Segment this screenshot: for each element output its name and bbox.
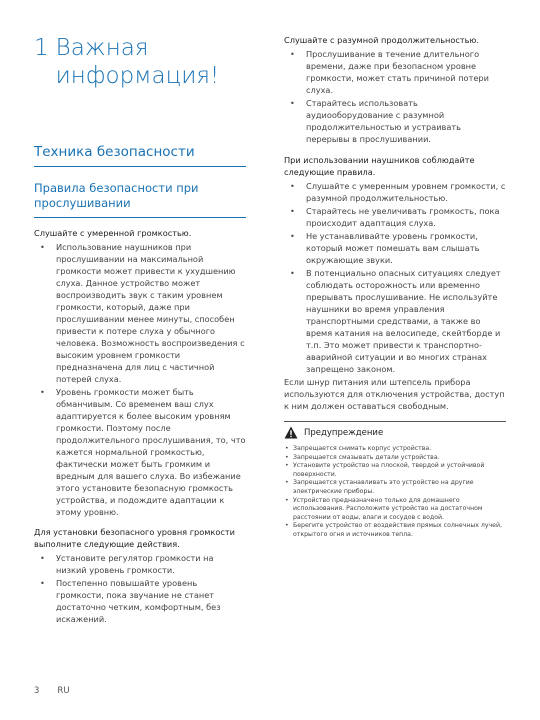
bullet-icon: • bbox=[290, 49, 295, 59]
warning-box bbox=[284, 421, 506, 540]
page-footer bbox=[34, 686, 70, 696]
right-list-2 bbox=[284, 180, 506, 375]
bullet-icon: • bbox=[40, 387, 45, 397]
page-number: 3 bbox=[34, 686, 40, 696]
list-item: • В потенциально опасных ситуациях следует соблюдать осторожность или временно прерывать прослушивание. Не используйте наушники во время управления транспортными средствами, а также во время катания на велосипеде, скейтборде и т.п. Это может привести к транспортно-аварийной ситуации и во многих странах запрещено законом. bbox=[290, 268, 501, 374]
right-list-1 bbox=[284, 48, 506, 145]
bullet-icon: • bbox=[40, 553, 45, 563]
list-item: • Слушайте с умеренным уровнем громкости, с разумной продолжительностью. bbox=[290, 181, 506, 203]
bullet-icon: • bbox=[290, 231, 295, 241]
list-item: • Запрещается устанавливать это устройство на другие электрические приборы. bbox=[285, 479, 474, 495]
chapter-number: 1 bbox=[34, 35, 49, 61]
bullet-icon: • bbox=[290, 98, 295, 108]
list-item: • Постепенно повышайте уровень громкости, пока звучание не станет достаточно четким, комфортным, без искажений. bbox=[40, 578, 221, 624]
left-lead-2: Для установки безопасного уровня громкости выполните следующие действия. bbox=[34, 527, 235, 549]
bullet-icon: • bbox=[40, 242, 45, 252]
list-item: • Не устанавливайте уровень громкости, который может помешать вам слышать окружающие звуки. bbox=[290, 231, 480, 265]
bullet-icon: • bbox=[285, 496, 289, 504]
chapter-title: Важная информация! bbox=[55, 35, 220, 89]
warning-list bbox=[284, 445, 506, 540]
right-lead-2: При использовании наушников соблюдайте следующие правила. bbox=[284, 155, 475, 177]
warning-triangle-icon bbox=[284, 426, 298, 439]
list-item: • Установите регулятор громкости на низкий уровень громкости. bbox=[40, 553, 214, 575]
left-lead-1: Слушайте с умеренной громкостью. bbox=[34, 228, 192, 238]
power-cord-note: Если шнур питания или штепсель прибора используются для отключения устройства, доступ к ним должен оставаться свободным. bbox=[284, 377, 505, 411]
left-column bbox=[34, 34, 246, 626]
right-lead-1: Слушайте с разумной продолжительностью. bbox=[284, 35, 479, 45]
list-item: • Прослушивание в течение длительного времени, даже при безопасном уровне громкости, может стать причиной потери слуха. bbox=[290, 49, 489, 95]
list-item: • Запрещается снимать корпус устройства. bbox=[285, 445, 432, 452]
bullet-icon: • bbox=[290, 206, 295, 216]
warning-header bbox=[284, 426, 506, 439]
list-item: • Использование наушников при прослушивании на максимальной громкости может привести к ухудшению слуха. Данное устройство может воспроизводить звук с таким уровнем громкости, который, даже при прослушивании менее минуты, способен привести к потере слуха у обычного человека. Возможность воспроизведения с высоким уровнем громкости предназначена для лиц с частичной потерей слуха. bbox=[40, 242, 245, 384]
bullet-icon: • bbox=[290, 181, 295, 191]
bullet-icon: • bbox=[40, 578, 45, 588]
warning-title: Предупреждение bbox=[304, 427, 384, 438]
list-item: • Уровень громкости может быть обманчивым. Со временем ваш слух адаптируется к более высоким уровням громкости. Поэтому после продолжительного прослушивания, то, что кажется нормальной громкостью, фактически может быть громким и вредным для вашего слуха. Во избежание этого установите безопасную громкость устройства, и подождите адаптации к этому уровню. bbox=[40, 387, 246, 517]
chapter-heading bbox=[34, 34, 246, 90]
bullet-icon: • bbox=[285, 445, 289, 452]
list-item: • Устройство предназначено только для домашнего использования. Расположите устройство на достаточном расстоянии от воды, влаги и сосудов с водой. bbox=[285, 496, 483, 521]
bullet-icon: • bbox=[285, 462, 289, 470]
list-item: • Старайтесь не увеличивать громкость, пока происходит адаптация слуха. bbox=[290, 206, 500, 228]
bullet-icon: • bbox=[285, 453, 289, 461]
left-list-2 bbox=[34, 552, 246, 625]
subsection-title: Правила безопасности при прослушивании bbox=[34, 181, 246, 218]
left-list-1 bbox=[34, 241, 246, 518]
list-item: • Берегите устройство от воздействия прямых солнечных лучей, открытого огня и источников тепла. bbox=[285, 522, 502, 538]
right-column bbox=[284, 34, 506, 540]
list-item: • Запрещается смазывать детали устройства. bbox=[285, 453, 440, 461]
language-code: RU bbox=[57, 686, 70, 696]
section-title: Техника безопасности bbox=[34, 144, 195, 160]
section-divider bbox=[34, 166, 246, 167]
bullet-icon: • bbox=[290, 268, 295, 278]
list-item: • Старайтесь использовать аудиооборудование с разумной продолжительностью и устраивать перерывы в прослушивании. bbox=[290, 98, 461, 144]
bullet-icon: • bbox=[285, 522, 289, 530]
bullet-icon: • bbox=[285, 479, 289, 487]
list-item: • Установите устройство на плоской, твердой и устойчивой поверхности. bbox=[285, 462, 485, 478]
